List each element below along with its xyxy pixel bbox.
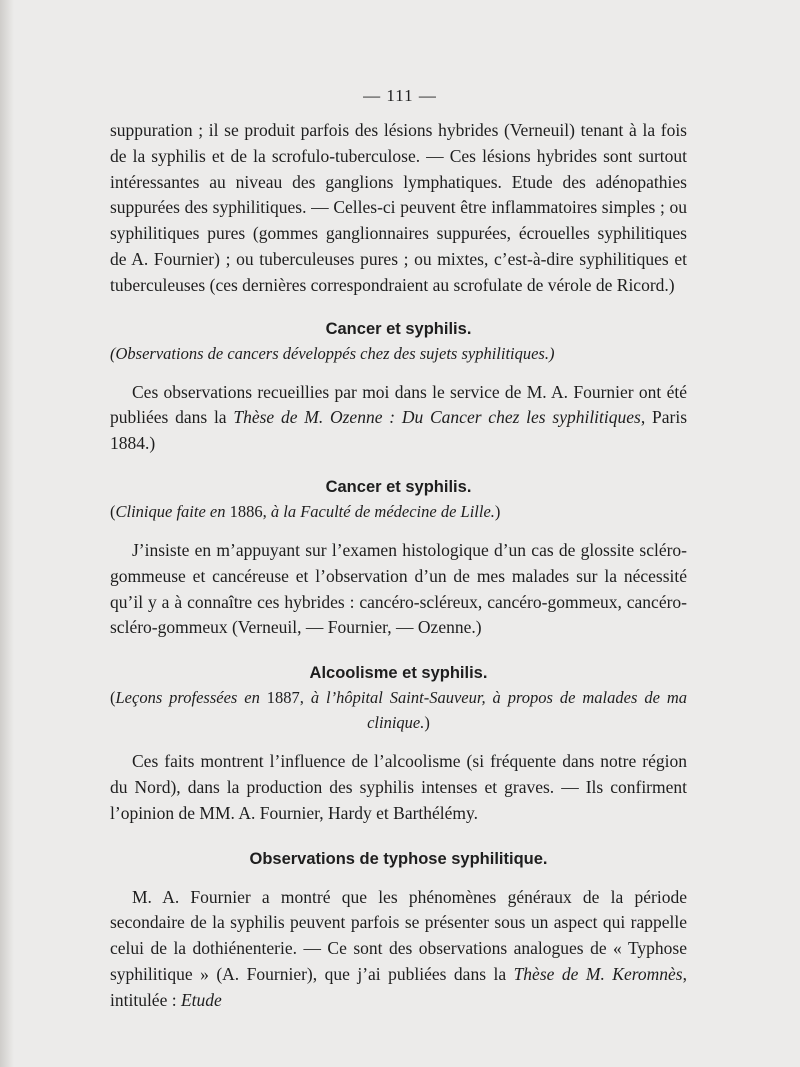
section-paragraph: M. A. Fournier a montré que les phénomènes généraux de la période secondaire de la syphilis peuvent parfois se présenter sous un aspect qui rappelle celui de la dothiénenterie. — Ce sont des observations analogues de « Typhose syphilitique » (A. Fournier), que j’ai publiées dans la Thèse de M. Keromnès, intitulée : Etude <box>110 886 687 1010</box>
section-subtitle: (Clinique faite en 1886, à la Faculté de médecine de Lille.) <box>110 501 501 521</box>
section-cancer-observations <box>110 317 687 457</box>
page-body <box>110 118 687 1014</box>
section-heading: Cancer et syphilis. <box>325 319 472 338</box>
page-number: — 111 — <box>363 86 437 105</box>
section-subtitle: (Leçons professées en 1887, à l’hôpital Saint-Sauveur, à propos de malades de ma clinique.) <box>110 688 688 733</box>
section-cancer-clinique <box>110 475 687 641</box>
section-paragraph: Ces observations recueillies par moi dans le service de M. A. Fournier ont été publiées dans la Thèse de M. Ozenne : Du Cancer chez les syphilitiques, Paris 1884.) <box>110 381 688 454</box>
section-alcoolisme <box>110 661 687 826</box>
intro-paragraph: suppuration ; il se produit parfois des lésions hybrides (Verneuil) tenant à la fois de la syphilis et de la scrofulo-tuberculose. — Ces lésions hybrides sont surtout intéressantes au niveau des ganglions lymphatiques. Etude des adénopathies suppurées des syphilitiques. — Celles-ci peuvent être inflammatoires simples ; ou syphilitiques pures (gommes ganglionnaires suppurées, écrouelles syphilitiques de A. Fournier) ; ou tuberculeuses pures ; ou mixtes, c’est-à-dire syphilitiques et tuberculeuses (ces dernières correspondraient au scrofulate de vérole de Ricord.) <box>110 120 687 295</box>
section-subtitle: (Observations de cancers développés chez des sujets syphilitiques.) <box>110 343 555 363</box>
section-paragraph: J’insiste en m’appuyant sur l’examen histologique d’un cas de glossite scléro-gommeuse et cancéreuse et l’observation d’un de mes malades sur la nécessité qu’il y a à connaître ces hybrides : cancéro-scléreux, cancéro-gommeux, cancéro-scléro-gommeux (Verneuil, — Fournier, — Ozenne.) <box>110 539 687 638</box>
section-heading: Alcoolisme et syphilis. <box>309 664 488 683</box>
section-paragraph: Ces faits montrent l’influence de l’alcoolisme (si fréquente dans notre région du Nord), dans la production des syphilis intenses et graves. — Ils confirment l’opinion de MM. A. Fournier, Hardy et Barthélémy. <box>110 751 687 823</box>
section-heading: Observations de typhose syphilitique. <box>249 849 548 868</box>
section-typhose <box>110 847 687 1014</box>
section-heading: Cancer et syphilis. <box>325 477 472 496</box>
